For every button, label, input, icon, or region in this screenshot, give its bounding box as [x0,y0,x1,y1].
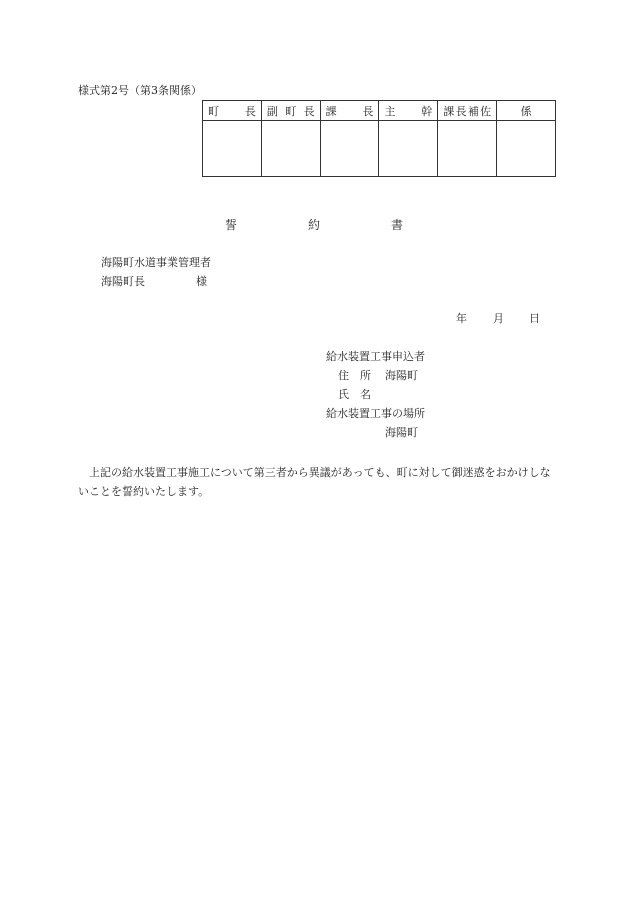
approval-header-label: 係 [520,104,532,118]
pledge-body-text: 上記の給水装置工事施工について第三者から異議があっても、町に対して御迷惑をおかけしないことを誓約いたします。 [78,466,551,498]
approval-header-staff [497,101,556,121]
approval-header-assistant-chief [438,101,497,121]
stamp-box-mayor [203,121,262,177]
approval-header-label: 課 長 [325,104,374,118]
document-title-char: 誓 [225,218,238,232]
approval-stamp-table [202,100,556,177]
addressee-line-2: 海陽町長 [101,275,145,288]
approval-header-label: 主 幹 [384,104,433,118]
date-year-label: 年 [456,312,467,325]
date-day-label: 日 [529,312,540,325]
applicant-heading: 給水装置工事申込者 [326,350,425,363]
address-label: 住 所 [338,369,371,382]
approval-header-director [379,101,438,121]
approval-header-deputy-mayor [261,101,320,121]
addressee-honorific: 様 [196,275,207,288]
stamp-box-deputy-mayor [261,121,320,177]
stamp-box-assistant-chief [438,121,497,177]
document-title-char: 約 [308,218,321,232]
construction-site-heading: 給水装置工事の場所 [326,407,425,420]
name-label: 氏 名 [338,388,371,401]
approval-header-label: 課長補佐 [443,104,492,118]
approval-header-section-chief [320,101,379,121]
approval-header-row [203,101,556,121]
approval-header-label: 町 長 [208,104,256,118]
addressee-line-1: 海陽町水道事業管理者 [101,256,211,269]
approval-header-mayor [203,101,262,121]
address-value: 海陽町 [385,369,418,382]
stamp-box-staff [497,121,556,177]
approval-header-label: 副町長 [266,104,315,118]
form-number: 様式第2号（第3条関係） [78,84,202,97]
date-month-label: 月 [493,312,504,325]
stamp-box-section-chief [320,121,379,177]
document-title-char: 書 [391,218,404,232]
stamp-box-director [379,121,438,177]
approval-stamp-row [203,121,556,177]
construction-site-value: 海陽町 [385,426,418,439]
